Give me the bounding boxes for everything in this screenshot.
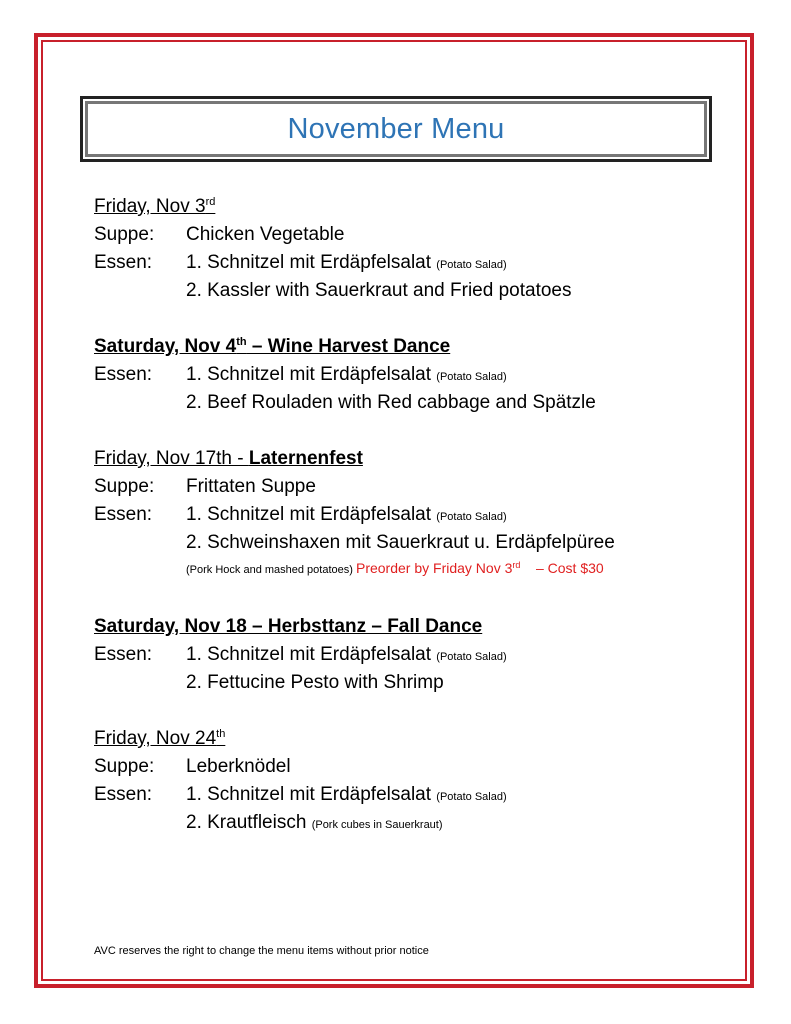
- soup-row: [94, 473, 714, 501]
- meal-label: Essen:: [94, 252, 153, 273]
- preorder-date-suffix: rd: [512, 560, 521, 570]
- meal-row: [94, 809, 714, 837]
- meal-item-2-note: (Pork cubes in Sauerkraut): [311, 819, 443, 831]
- preorder-note-row: [94, 557, 714, 579]
- meal-item-1-note: (Potato Salad): [436, 371, 507, 383]
- meal-item-1: 1. Schnitzel mit Erdäpfelsalat: [186, 784, 432, 805]
- meal-item-1-note: (Potato Salad): [436, 791, 507, 803]
- meal-item-2: 2. Fettucine Pesto with Shrimp: [186, 672, 444, 693]
- meal-label: Essen:: [94, 644, 153, 665]
- day-date-suffix: th: [216, 728, 226, 740]
- day-header: [94, 193, 714, 221]
- meal-item-2: 2. Schweinshaxen mit Sauerkraut u. Erdäpfelpüree: [186, 532, 615, 553]
- meal-item-2: 2. Kassler with Sauerkraut and Fried potatoes: [186, 280, 572, 301]
- day-event: – Wine Harvest Dance: [246, 336, 451, 357]
- day-header: [94, 445, 714, 473]
- page-title: November Menu: [287, 112, 505, 145]
- day-date-suffix: th: [236, 336, 247, 348]
- day-date: Saturday, Nov 4: [94, 336, 237, 357]
- meal-item-1: 1. Schnitzel mit Erdäpfelsalat: [186, 252, 432, 273]
- meal-item-2: 2. Beef Rouladen with Red cabbage and Spätzle: [186, 392, 596, 413]
- meal-item-2: 2. Krautfleisch: [186, 812, 307, 833]
- soup-label: Suppe:: [94, 756, 155, 777]
- day-date: Friday, Nov 3: [94, 196, 206, 217]
- meal-item-1: 1. Schnitzel mit Erdäpfelsalat: [186, 644, 432, 665]
- day-date-suffix: rd: [205, 196, 216, 208]
- meal-item-1-note: (Potato Salad): [436, 259, 507, 271]
- day-date: Friday, Nov 24: [94, 728, 217, 749]
- meal-item-1-note: (Potato Salad): [436, 651, 507, 663]
- soup-label: Suppe:: [94, 476, 155, 497]
- meal-row: [94, 249, 714, 277]
- day-header: [94, 613, 714, 641]
- meal-label: Essen:: [94, 784, 153, 805]
- meal-row: [94, 781, 714, 809]
- soup-row: [94, 221, 714, 249]
- title-box: [80, 96, 712, 162]
- disclaimer-footer: AVC reserves the right to change the menu items without prior notice: [94, 945, 429, 957]
- soup-value: Chicken Vegetable: [186, 224, 345, 245]
- soup-value: Leberknödel: [186, 756, 291, 777]
- meal-row: [94, 361, 714, 389]
- meal-label: Essen:: [94, 364, 153, 385]
- meal-row: [94, 501, 714, 529]
- meal-label: Essen:: [94, 504, 153, 525]
- preorder-notice: Preorder by Friday Nov 3: [355, 560, 513, 576]
- meal-row: [94, 389, 714, 417]
- day-header: [94, 725, 714, 753]
- soup-value: Frittaten Suppe: [186, 476, 316, 497]
- meal-row: [94, 529, 714, 557]
- meal-row: [94, 641, 714, 669]
- meal-item-1: 1. Schnitzel mit Erdäpfelsalat: [186, 504, 432, 525]
- preorder-cost: – Cost $30: [535, 560, 604, 576]
- meal-item-1-note: (Potato Salad): [436, 511, 507, 523]
- day-event: Laternenfest: [248, 448, 363, 469]
- meal-row: [94, 669, 714, 697]
- soup-label: Suppe:: [94, 224, 155, 245]
- meal-item-2-note: (Pork Hock and mashed potatoes): [186, 564, 353, 576]
- day-date: Saturday, Nov 18 – Herbsttanz – Fall Dance: [94, 616, 483, 637]
- meal-row: [94, 277, 714, 305]
- day-date: Friday, Nov 17th -: [94, 448, 249, 469]
- soup-row: [94, 753, 714, 781]
- menu-list: [94, 193, 714, 837]
- meal-item-1: 1. Schnitzel mit Erdäpfelsalat: [186, 364, 432, 385]
- day-header: [94, 333, 714, 361]
